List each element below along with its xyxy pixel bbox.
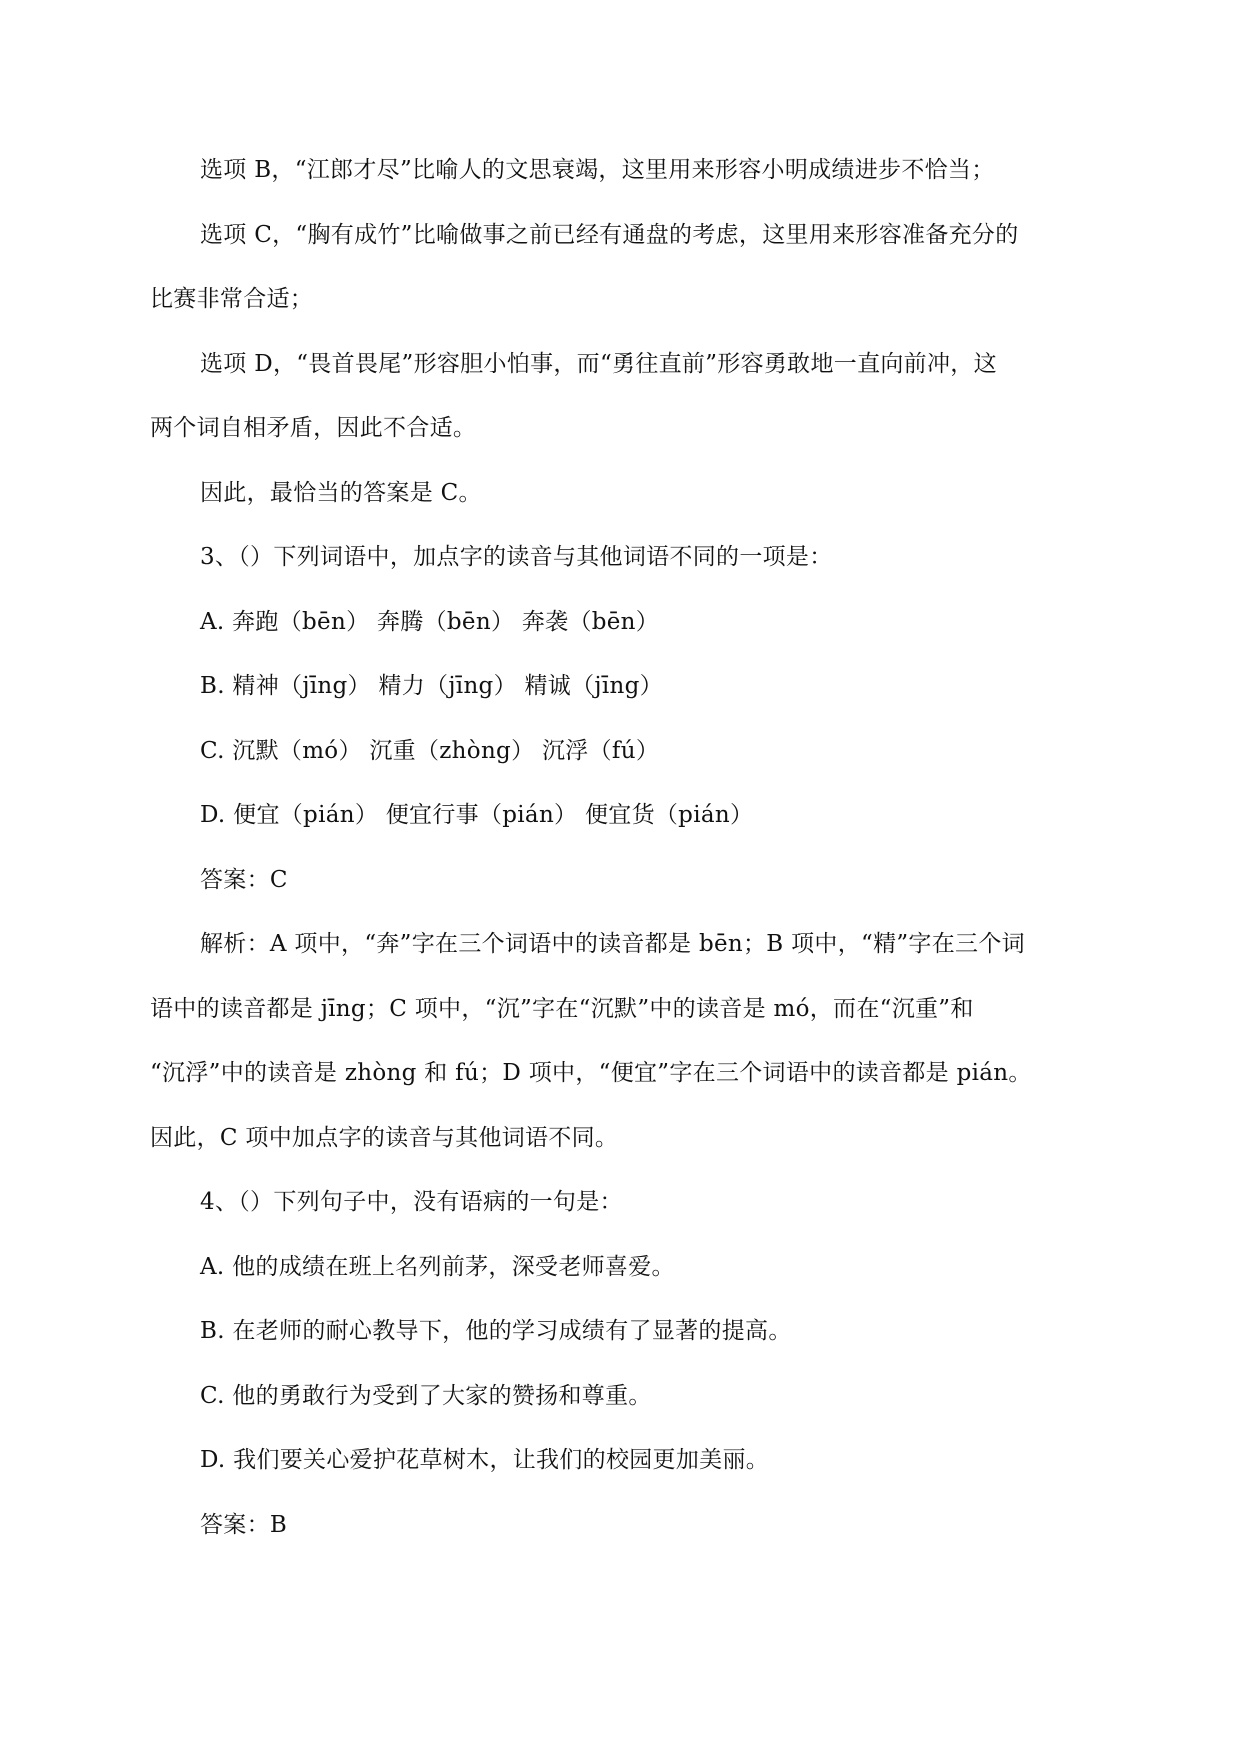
paragraph-line: 两个词自相矛盾，因此不合适。 [150,415,477,441]
option-line: D. 我们要关心爱护花草树木，让我们的校园更加美丽。 [200,1447,770,1473]
paragraph-line: 比赛非常合适； [150,286,314,312]
question-stem: 3、（）下列词语中，加点字的读音与其他词语不同的一项是： [200,544,833,570]
option-line: B. 精神（jīng） 精力（jīng） 精诚（jīng） [200,673,663,699]
paragraph-line: 选项 B，“江郎才尽”比喻人的文思衰竭，这里用来形容小明成绩进步不恰当； [200,157,995,183]
answer-line: 答案：B [200,1511,288,1538]
answer-line: 答案：C [200,866,288,893]
option-line: D. 便宜（pián） 便宜行事（pián） 便宜货（pián） [200,802,754,828]
explanation-line: 因此，C 项中加点字的读音与其他词语不同。 [150,1124,619,1151]
paragraph-line: 选项 D，“畏首畏尾”形容胆小怕事，而“勇往直前”形容勇敢地一直向前冲，这 [200,350,997,377]
option-line: A. 奔跑（bēn） 奔腾（bēn） 奔袭（bēn） [200,608,660,635]
option-line: C. 沉默（mó） 沉重（zhòng） 沉浮（fú） [200,737,660,764]
explanation-line: “沉浮”中的读音是 zhòng 和 fú；D 项中，“便宜”字在三个词语中的读音都是 pián。 [150,1060,1032,1086]
explanation-line: 解析：A 项中，“奔”字在三个词语中的读音都是 bēn；B 项中，“精”字在三个词 [200,931,1025,957]
question-stem: 4、（）下列句子中，没有语病的一句是： [200,1189,623,1215]
explanation-line: 语中的读音都是 jīng；C 项中，“沉”字在“沉默”中的读音是 mó，而在“沉重”和 [150,995,974,1022]
paragraph-line: 选项 C，“胸有成竹”比喻做事之前已经有通盘的考虑，这里用来形容准备充分的 [200,221,1019,248]
paragraph-line: 因此，最恰当的答案是 C。 [200,479,482,506]
document-body [150,138,1110,1557]
option-line: A. 他的成绩在班上名列前茅，深受老师喜爱。 [200,1253,675,1280]
option-line: B. 在老师的耐心教导下，他的学习成绩有了显著的提高。 [200,1318,792,1344]
option-line: C. 他的勇敢行为受到了大家的赞扬和尊重。 [200,1382,652,1409]
